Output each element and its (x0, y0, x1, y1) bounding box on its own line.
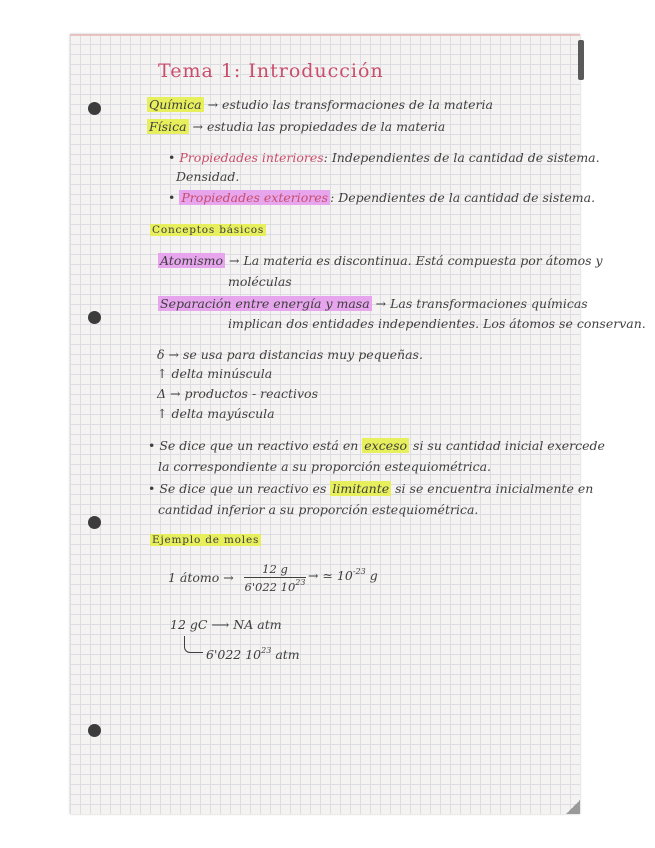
note-text: • Se dice que un reactivo es (148, 481, 327, 496)
bullet: • (168, 150, 176, 165)
note-limitante (148, 481, 593, 496)
property-text: : Independientes de la cantidad de sistema. (323, 150, 600, 165)
line-b-unit: atm (275, 647, 300, 662)
den-exp: 23 (295, 578, 306, 587)
section-heading-ejemplo: Ejemplo de moles (152, 534, 260, 546)
example-line-b (206, 646, 300, 662)
definition-fisica (147, 119, 445, 134)
term-pink-highlight: Separación entre energía y masa (160, 296, 370, 311)
property-text: : Dependientes de la cantidad de sistema. (330, 190, 596, 205)
definition-text: → estudia las propiedades de la materia (192, 119, 446, 134)
term-pink-highlight: Atomismo (160, 253, 224, 268)
page-corner-fold (566, 800, 580, 814)
binder-hole (88, 724, 101, 737)
rhs-exp: -23 (352, 567, 366, 576)
top-margin-line (70, 34, 580, 36)
concept-atomismo (158, 253, 603, 268)
term-highlight: exceso (364, 438, 408, 453)
property-exteriores (168, 190, 595, 205)
example-line-a: 12 gC ⟶ NA atm (170, 617, 282, 632)
fraction-numerator: 12 g (262, 562, 288, 576)
concept-separacion-cont: implican dos entidades independientes. Los átomos se conservan. (228, 316, 646, 331)
note-text: • Se dice que un reactivo está en (148, 438, 359, 453)
binder-hole (88, 311, 101, 324)
bullet: • (168, 190, 176, 205)
concept-atomismo-cont: moléculas (228, 274, 292, 289)
delta-lower: δ → se usa para distancias muy pequeñas. (157, 347, 423, 362)
example-fraction (244, 562, 306, 594)
line-b-base: 6'022 10 (206, 647, 262, 662)
term-highlight: Química (149, 97, 202, 112)
rhs-base: → ≃ 10 (308, 568, 353, 583)
page-edge-shadow (578, 40, 584, 80)
term-highlight: Física (149, 119, 187, 134)
page-title: Tema 1: Introducción (158, 60, 384, 82)
section-heading-conceptos: Conceptos básicos (152, 224, 265, 236)
definition-text: → estudio las transformaciones de la materia (207, 97, 493, 112)
property-interiores (168, 150, 600, 165)
concept-text: → Las transformaciones químicas (375, 296, 588, 311)
delta-lower-note: ↑ delta minúscula (157, 366, 273, 381)
term-pink-highlight: Propiedades exteriores (181, 190, 329, 205)
note-exceso (148, 438, 605, 453)
fraction-denominator (244, 577, 306, 594)
note-exceso-cont: la correspondiente a su proporción estequiométrica. (158, 459, 492, 474)
binder-hole (88, 102, 101, 115)
den-base: 6'022 10 (244, 580, 296, 594)
line-b-exp: 23 (261, 646, 272, 655)
concept-separacion (158, 296, 588, 311)
note-text: si se encuentra inicialmente en (395, 481, 594, 496)
concept-text: → La materia es discontinua. Está compuesta por átomos y (229, 253, 603, 268)
example-lhs: 1 átomo → (168, 570, 234, 585)
hook-arrow-icon (184, 636, 203, 653)
term-highlight: limitante (332, 481, 390, 496)
definition-quimica (147, 97, 493, 112)
example-rhs (308, 567, 378, 583)
term-pink: Propiedades interiores (179, 150, 324, 165)
property-example: Densidad. (176, 169, 240, 184)
note-limitante-cont: cantidad inferior a su proporción estequiométrica. (158, 502, 479, 517)
binder-hole (88, 516, 101, 529)
note-text: si su cantidad inicial exercede (413, 438, 605, 453)
delta-upper: Δ → productos - reactivos (157, 386, 318, 401)
rhs-unit: g (369, 568, 378, 583)
delta-upper-note: ↑ delta mayúscula (157, 406, 275, 421)
